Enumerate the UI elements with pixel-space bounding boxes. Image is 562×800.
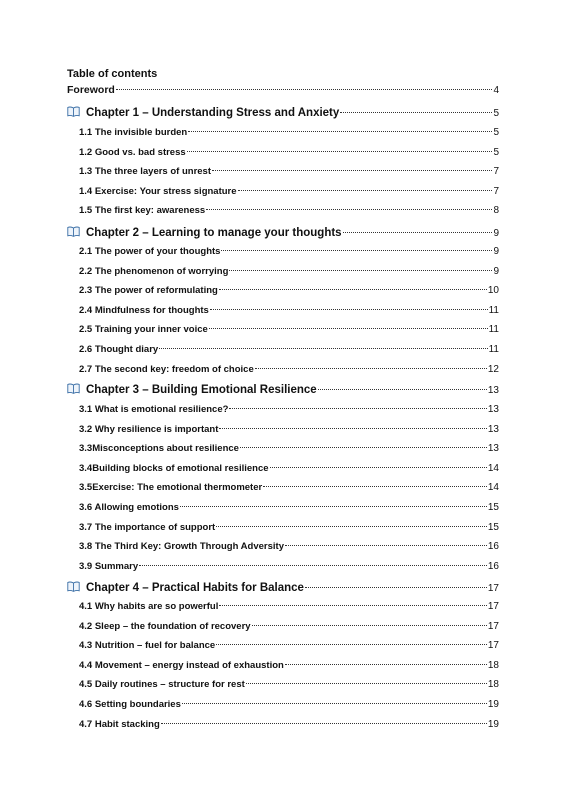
dot-leader xyxy=(219,428,486,429)
toc-entry-section-page-number: 15 xyxy=(487,502,499,513)
toc-entry-section-text: 4.1 Why habits are so powerful xyxy=(79,601,219,612)
toc-entry-chapter-1-label xyxy=(67,106,339,119)
toc-entry-chapter-4-text: Chapter 4 – Practical Habits for Balance xyxy=(86,582,304,594)
toc-entry-section[interactable] xyxy=(79,679,499,690)
toc-entry-section-text: 4.4 Movement – energy instead of exhaustion xyxy=(79,660,284,671)
toc-entry-section-page-number: 11 xyxy=(488,305,499,316)
toc-entry-section-label xyxy=(79,522,215,533)
toc-entry-section[interactable] xyxy=(79,541,499,552)
dot-leader xyxy=(209,328,488,329)
toc-entry-section-page-number: 13 xyxy=(487,443,499,454)
book-icon xyxy=(67,581,80,592)
toc-entry-section-text: 3.6 Allowing emotions xyxy=(79,502,179,513)
toc-entry-chapter-4-label xyxy=(67,581,304,594)
book-icon xyxy=(67,383,80,394)
toc-entry-section-label xyxy=(79,147,186,158)
dot-leader xyxy=(263,486,487,487)
toc-entry-section-page-number: 17 xyxy=(487,640,499,651)
toc-entry-section[interactable] xyxy=(79,640,499,651)
dot-leader xyxy=(252,625,487,626)
toc-entry-section[interactable] xyxy=(79,404,499,415)
toc-entry-section-text: 3.9 Summary xyxy=(79,561,139,572)
toc-entry-section-label xyxy=(79,621,251,632)
toc-entry-section[interactable] xyxy=(79,266,499,277)
dot-leader xyxy=(318,389,487,390)
toc-entry-section-text: 3.3Misconceptions about resilience xyxy=(79,443,239,454)
toc-entry-section-page-number: 8 xyxy=(493,205,499,216)
toc-entry-section[interactable] xyxy=(79,719,499,730)
toc-entry-section-label xyxy=(79,344,158,355)
toc-entry-section-text: 3.5Exercise: The emotional thermometer xyxy=(79,482,263,493)
toc-entry-section-page-number: 17 xyxy=(487,601,499,612)
toc-entry-section-page-number: 9 xyxy=(493,266,499,277)
toc-entry-section-page-number: 13 xyxy=(487,424,499,435)
dot-leader xyxy=(219,605,487,606)
toc-entry-section-page-number: 11 xyxy=(488,324,499,335)
toc-entry-section-label xyxy=(79,424,218,435)
toc-entry-section-label xyxy=(79,463,269,474)
toc-entry-section[interactable] xyxy=(79,699,499,710)
toc-entry-chapter-1-page-number: 5 xyxy=(493,108,499,119)
toc-entry-section-text: 1.4 Exercise: Your stress signature xyxy=(79,186,237,197)
toc-entry-section-page-number: 7 xyxy=(493,166,499,177)
toc-entry-section-page-number: 18 xyxy=(487,679,499,690)
toc-entry-section-text: 4.5 Daily routines – structure for rest xyxy=(79,679,245,690)
dot-leader xyxy=(187,151,493,152)
toc-entry-section-label xyxy=(79,502,179,513)
toc-entry-section-text: 1.3 The three layers of unrest xyxy=(79,166,211,177)
toc-entry-section-text: 1.1 The invisible burden xyxy=(79,127,188,138)
dot-leader xyxy=(270,467,487,468)
toc-entry-section-page-number: 5 xyxy=(493,147,499,158)
toc-entry-section-label xyxy=(79,324,208,335)
toc-entry-section-label xyxy=(79,443,239,454)
toc-entry-chapter-4[interactable] xyxy=(67,581,499,594)
dot-leader xyxy=(216,526,487,527)
dot-leader xyxy=(188,131,492,132)
dot-leader xyxy=(255,368,487,369)
toc-entry-foreword[interactable] xyxy=(67,84,499,96)
dot-leader xyxy=(210,309,488,310)
toc-entry-section-page-number: 9 xyxy=(493,246,499,257)
toc-entry-section[interactable] xyxy=(79,621,499,632)
toc-entry-chapter-2-label xyxy=(67,226,342,239)
toc-entry-section[interactable] xyxy=(79,344,499,355)
toc-entry-section-text: 4.7 Habit stacking xyxy=(79,719,160,730)
toc-entry-section-text: 2.2 The phenomenon of worrying xyxy=(79,266,229,277)
toc-entry-chapter-3[interactable] xyxy=(67,383,499,396)
dot-leader xyxy=(216,644,487,645)
toc-entry-section[interactable] xyxy=(79,147,499,158)
dot-leader xyxy=(212,170,492,171)
toc-entry-section-text: 3.7 The importance of support xyxy=(79,522,216,533)
toc-entry-section-text: 3.1 What is emotional resilience? xyxy=(79,404,229,415)
toc-entry-section[interactable] xyxy=(79,601,499,612)
toc-entry-section-text: 3.2 Why resilience is important xyxy=(79,424,219,435)
toc-entry-section[interactable] xyxy=(79,463,499,474)
toc-entry-chapter-3-label xyxy=(67,383,317,396)
toc-entry-section-page-number: 17 xyxy=(487,621,499,632)
toc-entry-section-label xyxy=(79,285,218,296)
toc-entry-section[interactable] xyxy=(79,285,499,296)
dot-leader xyxy=(240,447,487,448)
toc-entry-chapter-2-text: Chapter 2 – Learning to manage your thoughts xyxy=(86,227,342,239)
toc-entry-section-page-number: 14 xyxy=(487,482,499,493)
toc-entry-section-text: 1.2 Good vs. bad stress xyxy=(79,147,186,158)
dot-leader xyxy=(340,112,492,113)
book-icon xyxy=(67,226,80,237)
toc-entry-section-label xyxy=(79,601,218,612)
dot-leader xyxy=(219,289,487,290)
toc-entry-section-page-number: 5 xyxy=(493,127,499,138)
toc-entry-section-label xyxy=(79,205,205,216)
toc-entry-chapter-3-text: Chapter 3 – Building Emotional Resilience xyxy=(86,384,317,396)
toc-entry-section[interactable] xyxy=(79,166,499,177)
toc-entry-section-text: 4.3 Nutrition – fuel for balance xyxy=(79,640,216,651)
toc-entry-section[interactable] xyxy=(79,364,499,375)
toc-entry-section[interactable] xyxy=(79,246,499,257)
toc-entry-section-text: 3.4Building blocks of emotional resilience xyxy=(79,463,269,474)
toc-entry-section[interactable] xyxy=(79,561,499,572)
dot-leader xyxy=(238,190,493,191)
toc-entry-section-page-number: 16 xyxy=(487,561,499,572)
toc-entry-section-label xyxy=(79,266,228,277)
dot-leader xyxy=(139,565,487,566)
toc-entry-chapter-1-text: Chapter 1 – Understanding Stress and Anxiety xyxy=(86,107,340,119)
dot-leader xyxy=(182,703,487,704)
toc-entry-section-label xyxy=(79,660,284,671)
toc-entry-section-page-number: 18 xyxy=(487,660,499,671)
dot-leader xyxy=(229,270,492,271)
toc-entry-section-label xyxy=(79,404,228,415)
toc-entry-section[interactable] xyxy=(79,443,499,454)
toc-entry-section-text: 2.7 The second key: freedom of choice xyxy=(79,364,254,375)
toc-entry-chapter-2[interactable] xyxy=(67,226,499,239)
toc-entry-section[interactable] xyxy=(79,424,499,435)
toc-entry-foreword-label xyxy=(67,84,115,96)
dot-leader xyxy=(161,723,487,724)
toc-entry-section[interactable] xyxy=(79,305,499,316)
toc-entry-section-label xyxy=(79,186,237,197)
toc-entry-section-label xyxy=(79,699,181,710)
toc-entry-section-text: 4.6 Setting boundaries xyxy=(79,699,181,710)
dot-leader xyxy=(229,408,486,409)
toc-entry-section-text: 2.4 Mindfulness for thoughts xyxy=(79,305,209,316)
toc-entry-section-label xyxy=(79,640,215,651)
toc-entry-section-text: 2.1 The power of your thoughts xyxy=(79,246,221,257)
toc-entry-section-page-number: 12 xyxy=(487,364,499,375)
toc-entry-section[interactable] xyxy=(79,522,499,533)
toc-entry-section-page-number: 10 xyxy=(487,285,499,296)
toc-entry-section-text: 4.2 Sleep – the foundation of recovery xyxy=(79,621,251,632)
toc-entry-section[interactable] xyxy=(79,127,499,138)
toc-entry-section-page-number: 11 xyxy=(488,344,499,355)
dot-leader xyxy=(159,348,487,349)
toc-entry-section-page-number: 15 xyxy=(487,522,499,533)
toc-entry-section-label xyxy=(79,305,209,316)
toc-entry-section[interactable] xyxy=(79,324,499,335)
toc-entry-section-page-number: 14 xyxy=(487,463,499,474)
dot-leader xyxy=(246,683,487,684)
dot-leader xyxy=(343,232,493,233)
dot-leader xyxy=(285,664,487,665)
toc-entry-section-label xyxy=(79,127,187,138)
toc-entry-section-text: 2.6 Thought diary xyxy=(79,344,159,355)
toc-title: Table of contents xyxy=(67,68,158,80)
toc-entry-section-label xyxy=(79,482,262,493)
toc-entry-section-text: 2.5 Training your inner voice xyxy=(79,324,208,335)
toc-entry-section-label xyxy=(79,719,160,730)
book-icon xyxy=(67,106,80,117)
toc-entry-section-label xyxy=(79,541,284,552)
toc-entry-section-text: 3.8 The Third Key: Growth Through Adversity xyxy=(79,541,284,552)
toc-entry-section[interactable] xyxy=(79,186,499,197)
toc-entry-section-label xyxy=(79,364,254,375)
toc-entry-chapter-2-page-number: 9 xyxy=(493,228,499,239)
dot-leader xyxy=(285,545,487,546)
toc-entry-foreword-page-number: 4 xyxy=(493,85,499,96)
toc-entry-section-label xyxy=(79,246,220,257)
toc-entry-section[interactable] xyxy=(79,502,499,513)
toc-entry-chapter-1[interactable] xyxy=(67,106,499,119)
toc-entry-section-label xyxy=(79,561,138,572)
toc-entry-chapter-4-page-number: 17 xyxy=(487,583,499,594)
toc-entry-chapter-3-page-number: 13 xyxy=(487,385,499,396)
toc-entry-section-text: 1.5 The first key: awareness xyxy=(79,205,206,216)
toc-entry-section-label xyxy=(79,166,211,177)
dot-leader xyxy=(305,587,487,588)
toc-entry-section-page-number: 7 xyxy=(493,186,499,197)
toc-entry-foreword-text: Foreword xyxy=(67,84,115,96)
toc-entry-section-label xyxy=(79,679,245,690)
dot-leader xyxy=(206,209,492,210)
toc-entry-section-page-number: 16 xyxy=(487,541,499,552)
toc-entry-section-page-number: 13 xyxy=(487,404,499,415)
toc-entry-section[interactable] xyxy=(79,660,499,671)
toc-entry-section[interactable] xyxy=(79,482,499,493)
toc-entry-section-page-number: 19 xyxy=(487,719,499,730)
dot-leader xyxy=(116,89,493,90)
dot-leader xyxy=(221,250,492,251)
toc-entry-section-text: 2.3 The power of reformulating xyxy=(79,285,218,296)
dot-leader xyxy=(180,506,487,507)
toc-entry-section-page-number: 19 xyxy=(487,699,499,710)
toc-entry-section[interactable] xyxy=(79,205,499,216)
